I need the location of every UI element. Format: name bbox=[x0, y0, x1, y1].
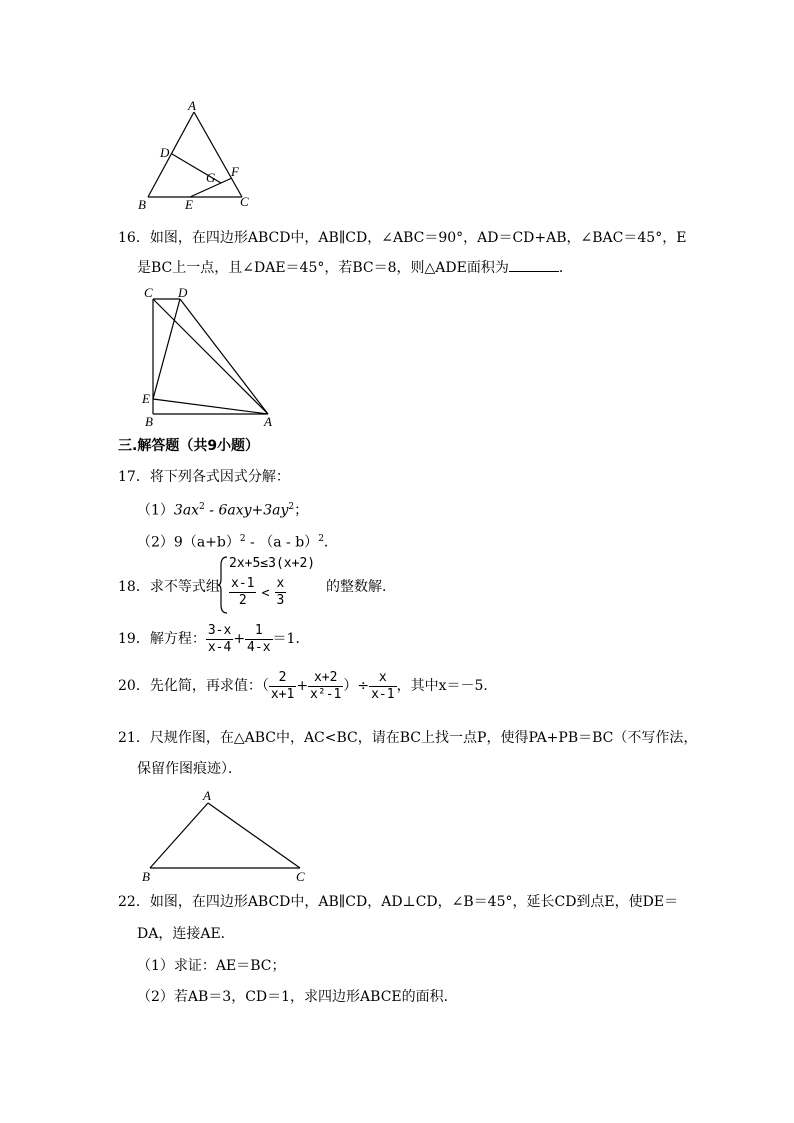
label-D: D bbox=[178, 285, 188, 300]
q18-frac-right-num: x bbox=[276, 576, 285, 591]
q20-f2-den: x²-1 bbox=[310, 686, 342, 702]
q16-number: 16． bbox=[118, 230, 150, 246]
q19-f2-den: 4-x bbox=[247, 639, 271, 655]
q22-line2: DA，连接AE． bbox=[137, 926, 235, 942]
label-C: C bbox=[240, 194, 249, 209]
label-G: G bbox=[206, 170, 216, 185]
q20-f1-num: 2 bbox=[269, 670, 296, 687]
q16-text-line1: 如图，在四边形ABCD中，AB∥CD，∠ABC＝90°，AD＝CD+AB，∠BAC＝45°，E bbox=[149, 230, 687, 246]
q21-line2: 保留作图痕迹）． bbox=[137, 761, 242, 777]
q21-line1: 21．尺规作图，在△ABC中，AC<BC，请在BC上找一点P，使得PA+PB＝BC（不写作法， bbox=[118, 730, 698, 746]
answer-blank bbox=[509, 259, 559, 272]
q20 bbox=[118, 667, 497, 705]
label-B: B bbox=[145, 414, 153, 429]
q17-part1 bbox=[137, 498, 308, 520]
q22-line1: 22．如图，在四边形ABCD中，AB∥CD，AD⊥CD，∠B＝45°，延长CD到点E，使DE＝ bbox=[118, 894, 679, 910]
q19-fraction-1 bbox=[206, 623, 233, 656]
label-E: E bbox=[185, 197, 193, 212]
q20-fraction-3 bbox=[369, 670, 396, 703]
q20-divide: ）÷ bbox=[343, 678, 370, 694]
q16-line1 bbox=[118, 229, 686, 247]
q19-f1-den: x-4 bbox=[207, 639, 232, 655]
q20-plus: + bbox=[296, 678, 309, 694]
q17-p2-term1: 9（a+b） bbox=[173, 534, 240, 551]
label-B: B bbox=[138, 197, 146, 212]
q19-f2-num: 1 bbox=[245, 623, 272, 640]
label-A: A bbox=[203, 788, 211, 803]
q18-frac-left-num: x-1 bbox=[231, 576, 255, 591]
q18-inequality-2 bbox=[229, 576, 286, 609]
q19-plus: + bbox=[233, 631, 246, 647]
q17-p1-exp2: 2 bbox=[288, 502, 295, 512]
q17-stem: 17．将下列各式因式分解： bbox=[118, 469, 290, 485]
label-C: C bbox=[144, 285, 153, 300]
q19-prefix: 19．解方程： bbox=[118, 631, 206, 647]
q17-p1-end: ； bbox=[294, 502, 309, 519]
q22-part2: （2）若AB＝3，CD＝1，求四边形ABCE的面积． bbox=[137, 989, 458, 1005]
q20-f1-den: x+1 bbox=[270, 686, 295, 702]
q19-suffix: ＝1． bbox=[272, 631, 310, 647]
q20-f3-num: x bbox=[369, 670, 396, 687]
q19 bbox=[118, 620, 309, 658]
q18-fraction-right bbox=[275, 576, 287, 609]
q20-fraction-1 bbox=[269, 670, 296, 703]
q16-text-line2: 是BC上一点，且∠DAE＝45°，若BC＝8，则△ADE面积为 bbox=[137, 260, 509, 276]
q17-part2 bbox=[137, 530, 338, 552]
triangle-figure-15 bbox=[130, 98, 260, 213]
q20-fraction-2 bbox=[308, 670, 343, 703]
q17-p2-end: ． bbox=[323, 534, 338, 551]
label-F: F bbox=[231, 164, 239, 179]
q20-prefix: 20．先化简，再求值：（ bbox=[118, 678, 269, 694]
q18-prefix: 18．求不等式组 bbox=[118, 579, 220, 595]
q16-line2 bbox=[137, 259, 573, 277]
q20-suffix: ，其中x＝－5． bbox=[396, 678, 498, 694]
q17-p2-exp1: 2 bbox=[239, 534, 246, 544]
q17-p1-term1: 3ax bbox=[173, 502, 200, 519]
q17-p1-term2: - 6axy+3ay bbox=[204, 502, 289, 519]
q18-inequality-1: 2x+5≤3(x+2) bbox=[229, 556, 316, 571]
q19-fraction-2 bbox=[245, 623, 272, 656]
q17-p1-exp1: 2 bbox=[199, 502, 205, 512]
q17-p2-term2: - （a - b） bbox=[245, 534, 319, 551]
q17-p1-prefix: （1） bbox=[137, 502, 174, 519]
q18-suffix: 的整数解． bbox=[326, 579, 396, 595]
label-A: A bbox=[264, 414, 272, 429]
brace-icon bbox=[217, 555, 229, 615]
q19-f1-num: 3-x bbox=[207, 622, 232, 638]
q17-p2-exp2: 2 bbox=[318, 534, 324, 544]
q18-frac-left-den: 2 bbox=[238, 593, 247, 608]
label-A: A bbox=[188, 98, 196, 113]
q22-part1: （1）求证：AE＝BC； bbox=[137, 958, 286, 974]
label-C: C bbox=[296, 869, 305, 884]
q16-period: ． bbox=[558, 260, 573, 276]
label-D: D bbox=[160, 145, 170, 160]
q18-fraction-left bbox=[229, 576, 256, 609]
q18-less-than: < bbox=[261, 586, 270, 601]
q20-f2-num: x+2 bbox=[308, 670, 343, 687]
q20-f3-den: x-1 bbox=[371, 686, 395, 702]
q18-frac-right-den: 3 bbox=[276, 593, 285, 608]
section-title: 三.解答题（共9小题） bbox=[118, 438, 260, 454]
q17-p2-prefix: （2） bbox=[137, 534, 174, 551]
triangle-figure-21 bbox=[138, 785, 313, 885]
quadrilateral-figure-16 bbox=[138, 284, 278, 429]
label-E: E bbox=[142, 391, 150, 406]
label-B: B bbox=[142, 869, 150, 884]
